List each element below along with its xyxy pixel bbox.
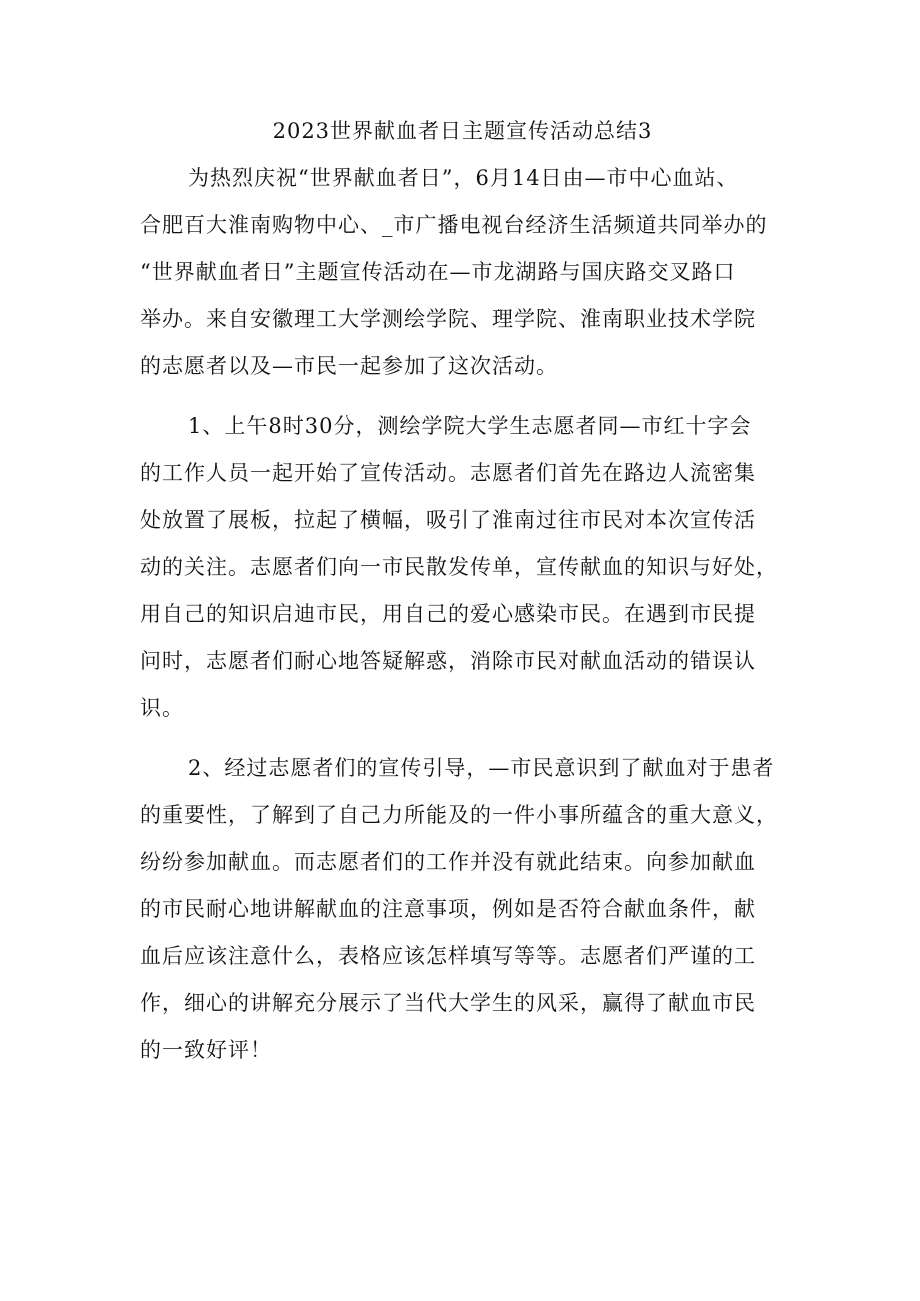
text-line: 处放置了展板，拉起了横幅，吸引了淮南过往市民对本次宣传活 — [140, 508, 756, 532]
text-line: 动的关注。志愿者们向一市民散发传单，宣传献血的知识与好处， — [140, 555, 778, 579]
text-line: 的志愿者以及—市民一起参加了这次活动。 — [140, 354, 558, 378]
text-line: 1、上午8时30分，测绘学院大学生志愿者同—市红十字会 — [188, 414, 752, 438]
paragraph-item-1 — [140, 403, 800, 732]
text-line: 的工作人员一起开始了宣传活动。志愿者们首先在路边人流密集 — [140, 461, 756, 485]
text-line: 合肥百大淮南购物中心、_市广播电视台经济生活频道共同举办的 — [140, 213, 768, 237]
document-body — [140, 155, 800, 1087]
text-line: 的市民耐心地讲解献血的注意事项，例如是否符合献血条件，献 — [140, 897, 756, 921]
text-line: 识。 — [140, 696, 184, 720]
text-line: 的重要性，了解到了自己力所能及的一件小事所蕴含的重大意义， — [140, 803, 778, 827]
text-line: 用自己的知识启迪市民，用自己的爱心感染市民。在遇到市民提 — [140, 602, 756, 626]
text-line: 2、经过志愿者们的宣传引导，—市民意识到了献血对于患者 — [188, 756, 775, 780]
text-line: 作，细心的讲解充分展示了当代大学生的风采，赢得了献血市民 — [140, 991, 756, 1015]
paragraph-intro — [140, 155, 800, 390]
text-line: 问时，志愿者们耐心地答疑解惑，消除市民对献血活动的错误认 — [140, 649, 756, 673]
text-line: 血后应该注意什么，表格应该怎样填写等等。志愿者们严谨的工 — [140, 944, 756, 968]
text-line: 的一致好评！ — [140, 1038, 272, 1062]
page-title: 2023世界献血者日主题宣传活动总结3 — [272, 119, 653, 143]
text-line: 为热烈庆祝“世界献血者日”，6月14日由—市中心血站、 — [188, 166, 739, 190]
paragraph-item-2 — [140, 745, 800, 1074]
text-line: 纷纷参加献血。而志愿者们的工作并没有就此结束。向参加献血 — [140, 850, 756, 874]
text-line: 举办。来自安徽理工大学测绘学院、理学院、淮南职业技术学院 — [140, 307, 756, 331]
text-line: “世界献血者日”主题宣传活动在—市龙湖路与国庆路交叉路口 — [140, 260, 736, 284]
